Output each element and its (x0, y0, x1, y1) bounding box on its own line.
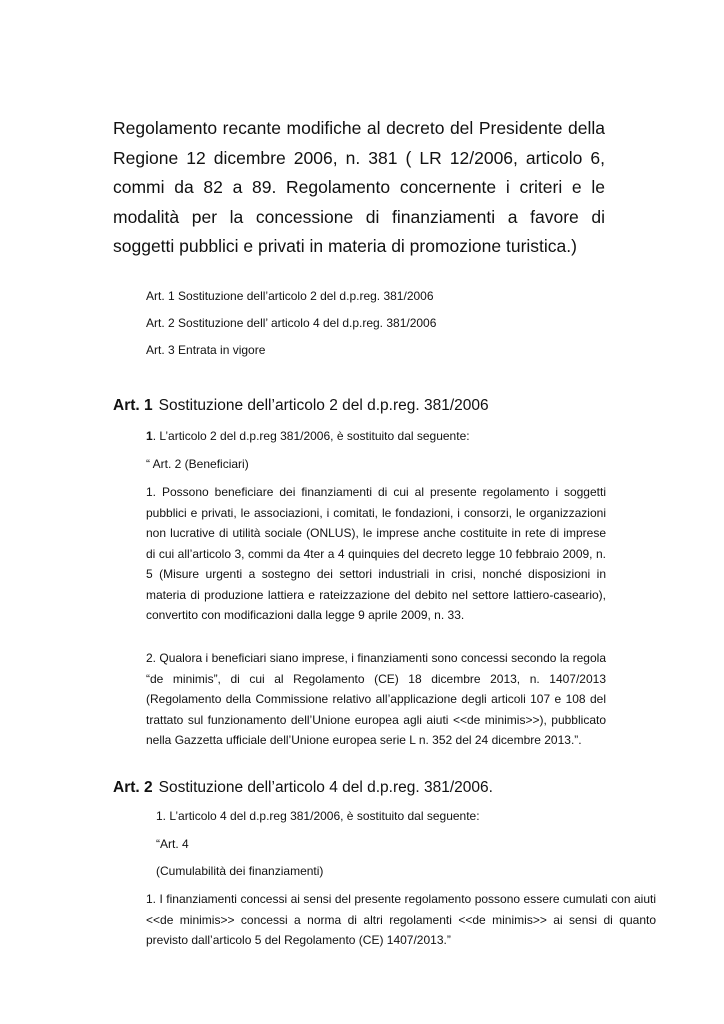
art1-heading (113, 396, 489, 416)
toc-item: Art. 2 Sostituzione dell’ articolo 4 del d.p.reg. 381/2006 (146, 316, 437, 330)
art1-intro (146, 426, 606, 447)
art1-paragraph-2: 2. Qualora i beneficiari siano imprese, i finanziamenti sono concessi secondo la regola “de minimis”, di cui al Regolamento (CE) 18 dicembre 2013, n. 1407/2013 (Regolamento della Commissione relativo all’applicazione degli articoli 107 e 108 del trattato sul funzionamento dell’Unione europea agli aiuti <<de minimis>>), pubblicato nella Gazzetta ufficiale dell’Unione europea serie L n. 352 del 24 dicembre 2013.”. (146, 651, 606, 747)
art2-heading (113, 778, 493, 798)
art2-number: Art. 2 (113, 779, 153, 796)
art2-heading-text: Sostituzione dell’articolo 4 del d.p.reg. 381/2006. (158, 779, 493, 796)
art1-intro-num: 1 (146, 429, 153, 443)
art2-quote-title: “Art. 4 (156, 837, 189, 851)
toc-item: Art. 3 Entrata in vigore (146, 343, 266, 357)
table-of-contents (146, 283, 586, 364)
art1-number: Art. 1 (113, 397, 153, 414)
art2-subtitle: (Cumulabilità dei finanziamenti) (156, 864, 324, 878)
document-title: Regolamento recante modifiche al decreto del Presidente della Regione 12 dicembre 2006, n. 381 ( LR 12/2006, articolo 6, commi da 82 a 89. Regolamento concernente i criteri e le modalità per la concessione di finanziamenti a favore di soggetti pubblici e privati in materia di promozione turistica.) (113, 118, 605, 256)
toc-item: Art. 1 Sostituzione dell’articolo 2 del d.p.reg. 381/2006 (146, 289, 434, 303)
art1-intro-text: . L’articolo 2 del d.p.reg 381/2006, è sostituito dal seguente: (152, 429, 470, 443)
art2-paragraph-1: 1. I finanziamenti concessi ai sensi del presente regolamento possono essere cumulati con aiuti <<de minimis>> concessi a norma di altri regolamenti <<de minimis>> ai sensi di quanto previsto dall’articolo 5 del Regolamento (CE) 1407/2013.” (146, 892, 656, 947)
art1-paragraph-1: 1. Possono beneficiare dei finanziamenti di cui al presente regolamento i soggetti pubblici e privati, le associazioni, i comitati, le fondazioni, i consorzi, le organizzazioni non lucrative di utilità sociale (ONLUS), le imprese anche costituite in rete di imprese di cui all’articolo 3, commi da 4ter a 4 quinquies del decreto legge 10 febbraio 2009, n. 5 (Misure urgenti a sostegno dei settori industriali in crisi, nonché disposizioni in materia di produzione lattiera e rateizzazione del debito nel settore lattiero-caseario), convertito con modificazioni dalla legge 9 aprile 2009, n. 33. (146, 485, 606, 622)
art1-quote-title: “ Art. 2 (Beneficiari) (146, 457, 249, 471)
art1-heading-text: Sostituzione dell’articolo 2 del d.p.reg. 381/2006 (158, 397, 489, 414)
art2-intro: 1. L’articolo 4 del d.p.reg 381/2006, è sostituito dal seguente: (156, 809, 480, 823)
